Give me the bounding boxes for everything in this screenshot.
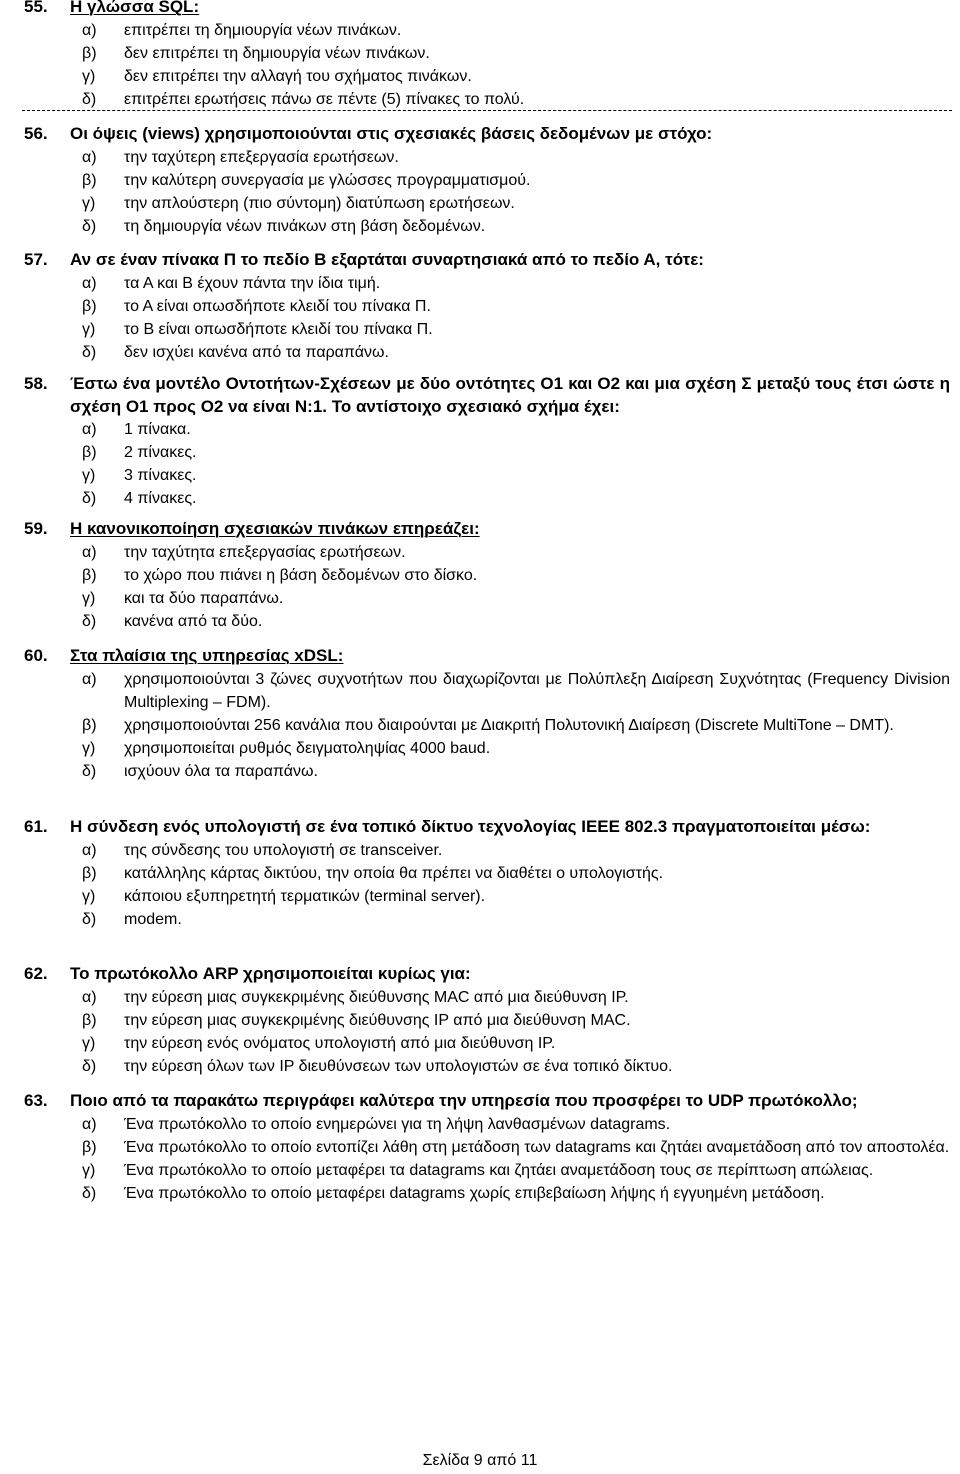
option-label: α) bbox=[82, 1115, 97, 1133]
option-label: δ) bbox=[82, 1057, 97, 1075]
question-text: Η γλώσσα SQL: bbox=[70, 0, 200, 16]
question-text: Στα πλαίσια της υπηρεσίας xDSL: bbox=[70, 646, 344, 665]
option-text: 3 πίνακες. bbox=[124, 467, 197, 484]
question-number: 62. bbox=[24, 964, 48, 983]
option-text: Ένα πρωτόκολλο το οποίο εντοπίζει λάθη στη μετάδοση των datagrams και ζητάει αναμετάδοση από τον αποστολέα. bbox=[124, 1138, 950, 1156]
option-text: επιτρέπει ερωτήσεις πάνω σε πέντε (5) πίνακες το πολύ. bbox=[124, 90, 525, 108]
option-text: κατάλληλης κάρτας δικτύου, την οποία θα πρέπει να διαθέτει ο υπολογιστής. bbox=[124, 864, 664, 882]
question-text: Αν σε έναν πίνακα Π το πεδίο Β εξαρτάται συναρτησιακά από το πεδίο Α, τότε: bbox=[70, 250, 704, 269]
option-label: β) bbox=[82, 297, 97, 315]
option-label: δ) bbox=[82, 90, 97, 108]
option-label: γ) bbox=[82, 194, 96, 212]
question-55 bbox=[24, 0, 950, 111]
option-label: α) bbox=[82, 148, 97, 166]
option-text: το χώρο που πιάνει η βάση δεδομένων στο δίσκο. bbox=[124, 566, 478, 584]
option-label: γ) bbox=[82, 467, 96, 484]
option-label: β) bbox=[82, 716, 97, 734]
option-label: α) bbox=[82, 670, 97, 688]
question-61 bbox=[24, 816, 950, 931]
option-text: χρησιμοποιείται ρυθμός δειγματοληψίας 4000 baud. bbox=[124, 739, 491, 757]
option-text: δεν επιτρέπει τη δημιουργία νέων πινάκων. bbox=[124, 44, 430, 62]
question-text: Η κανονικοποίηση σχεσιακών πινάκων επηρεάζει: bbox=[70, 519, 480, 538]
page-footer: Σελίδα 9 από 11 bbox=[422, 1452, 538, 1469]
option-text: τα Α και Β έχουν πάντα την ίδια τιμή. bbox=[124, 274, 381, 292]
option-label: β) bbox=[82, 1138, 97, 1156]
question-number: 58. bbox=[24, 374, 48, 393]
option-label: β) bbox=[82, 566, 97, 584]
option-text: δεν επιτρέπει την αλλαγή του σχήματος πινάκων. bbox=[124, 67, 472, 85]
option-text: την ταχύτερη επεξεργασία ερωτήσεων. bbox=[124, 148, 399, 166]
separator bbox=[22, 110, 952, 111]
option-label: γ) bbox=[82, 739, 96, 757]
option-label: γ) bbox=[82, 589, 96, 607]
option-label: β) bbox=[82, 171, 97, 189]
question-number: 56. bbox=[24, 124, 48, 143]
option-label: β) bbox=[82, 44, 97, 62]
question-text: Ποιο από τα παρακάτω περιγράφει καλύτερα την υπηρεσία που προσφέρει το UDP πρωτόκολλο; bbox=[70, 1091, 858, 1110]
option-text: ισχύουν όλα τα παραπάνω. bbox=[124, 762, 318, 780]
option-label: α) bbox=[82, 988, 97, 1006]
question-number: 61. bbox=[24, 817, 48, 836]
option-text: κανένα από τα δύο. bbox=[124, 612, 263, 630]
option-text: την ταχύτητα επεξεργασίας ερωτήσεων. bbox=[124, 543, 406, 561]
option-text: κάποιου εξυπηρετητή τερματικών (terminal server). bbox=[124, 887, 486, 905]
option-label: δ) bbox=[82, 217, 97, 235]
option-text: την εύρεση ενός ονόματος υπολογιστή από μια διεύθυνση IP. bbox=[124, 1034, 556, 1052]
option-label: β) bbox=[82, 864, 97, 882]
option-label: α) bbox=[82, 21, 97, 39]
option-text: χρησιμοποιούνται 3 ζώνες συχνοτήτων που διαχωρίζονται με Πολύπλεξη Διαίρεση Συχνότητας (Frequency Division Multiplexing – FDM). bbox=[124, 670, 950, 711]
question-56 bbox=[24, 123, 950, 238]
question-number: 55. bbox=[24, 0, 48, 16]
option-text: 2 πίνακες. bbox=[124, 444, 197, 461]
question-59 bbox=[24, 518, 950, 633]
option-label: δ) bbox=[82, 762, 97, 780]
question-number: 63. bbox=[24, 1091, 48, 1110]
question-number: 60. bbox=[24, 646, 48, 665]
option-text: της σύνδεσης του υπολογιστή σε transceiver. bbox=[124, 841, 443, 859]
option-text: και τα δύο παραπάνω. bbox=[124, 589, 284, 607]
option-label: α) bbox=[82, 841, 97, 859]
option-label: β) bbox=[82, 1011, 97, 1029]
option-text: την εύρεση μιας συγκεκριμένης διεύθυνσης IP από μια διεύθυνση MAC. bbox=[124, 1011, 631, 1029]
option-label: δ) bbox=[82, 343, 97, 361]
question-text: Το πρωτόκολλο ARP χρησιμοποιείται κυρίως για: bbox=[70, 964, 471, 983]
option-label: δ) bbox=[82, 1184, 97, 1202]
option-text: modem. bbox=[124, 910, 182, 928]
option-label: δ) bbox=[82, 490, 97, 507]
option-text: χρησιμοποιούνται 256 κανάλια που διαιρούνται με Διακριτή Πολυτονική Διαίρεση (Discrete MultiTone – DMT). bbox=[124, 716, 894, 734]
option-text: την απλούστερη (πιο σύντομη) διατύπωση ερωτήσεων. bbox=[124, 194, 515, 212]
option-label: β) bbox=[82, 444, 97, 461]
option-label: γ) bbox=[82, 887, 96, 905]
option-label: γ) bbox=[82, 1034, 96, 1052]
option-label: α) bbox=[82, 421, 97, 438]
question-text: Έστω ένα μοντέλο Οντοτήτων-Σχέσεων με δύο οντότητες Ο1 και Ο2 και μια σχέση Σ μεταξύ τους έτσι ώστε η σχέση Ο1 προς Ο2 να είναι Ν:1. Το αντίστοιχο σχεσιακό σχήμα έχει: bbox=[70, 374, 950, 416]
option-text: το Β είναι οπωσδήποτε κλειδί του πίνακα Π. bbox=[124, 320, 433, 338]
question-60 bbox=[24, 645, 950, 783]
question-text: Οι όψεις (views) χρησιμοποιούνται στις σχεσιακές βάσεις δεδομένων με στόχο: bbox=[70, 124, 713, 143]
option-label: γ) bbox=[82, 1161, 96, 1179]
option-label: γ) bbox=[82, 67, 96, 85]
option-label: α) bbox=[82, 274, 97, 292]
option-text: τη δημιουργία νέων πινάκων στη βάση δεδομένων. bbox=[124, 217, 486, 235]
option-text: την εύρεση μιας συγκεκριμένης διεύθυνσης MAC από μια διεύθυνση IP. bbox=[124, 988, 629, 1006]
option-label: δ) bbox=[82, 612, 97, 630]
question-number: 59. bbox=[24, 519, 48, 538]
option-text: 4 πίνακες. bbox=[124, 490, 197, 507]
option-label: γ) bbox=[82, 320, 96, 338]
option-text: Ένα πρωτόκολλο το οποίο ενημερώνει για τη λήψη λανθασμένων datagrams. bbox=[124, 1115, 671, 1133]
option-text: 1 πίνακα. bbox=[124, 421, 191, 438]
question-57 bbox=[24, 249, 950, 364]
question-63 bbox=[24, 1090, 950, 1205]
option-text: επιτρέπει τη δημιουργία νέων πινάκων. bbox=[124, 21, 402, 39]
option-text: δεν ισχύει κανένα από τα παραπάνω. bbox=[124, 343, 389, 361]
question-58 bbox=[24, 373, 950, 510]
option-text: την εύρεση όλων των IP διευθύνσεων των υπολογιστών σε ένα τοπικό δίκτυο. bbox=[124, 1057, 673, 1075]
option-label: α) bbox=[82, 543, 97, 561]
option-label: δ) bbox=[82, 910, 97, 928]
question-number: 57. bbox=[24, 250, 48, 269]
option-text: Ένα πρωτόκολλο το οποίο μεταφέρει datagrams χωρίς επιβεβαίωση λήψης ή εγγυημένη μετάδοση. bbox=[124, 1184, 825, 1202]
question-62 bbox=[24, 963, 950, 1078]
option-text: Ένα πρωτόκολλο το οποίο μεταφέρει τα datagrams και ζητάει αναμετάδοση τους σε περίπτωση απώλειας. bbox=[124, 1161, 874, 1179]
question-text: Η σύνδεση ενός υπολογιστή σε ένα τοπικό δίκτυο τεχνολογίας IEEE 802.3 πραγματοποιείται μέσω: bbox=[70, 817, 871, 836]
option-text: την καλύτερη συνεργασία με γλώσσες προγραμματισμού. bbox=[124, 171, 531, 189]
option-text: το Α είναι οπωσδήποτε κλειδί του πίνακα Π. bbox=[124, 297, 431, 315]
